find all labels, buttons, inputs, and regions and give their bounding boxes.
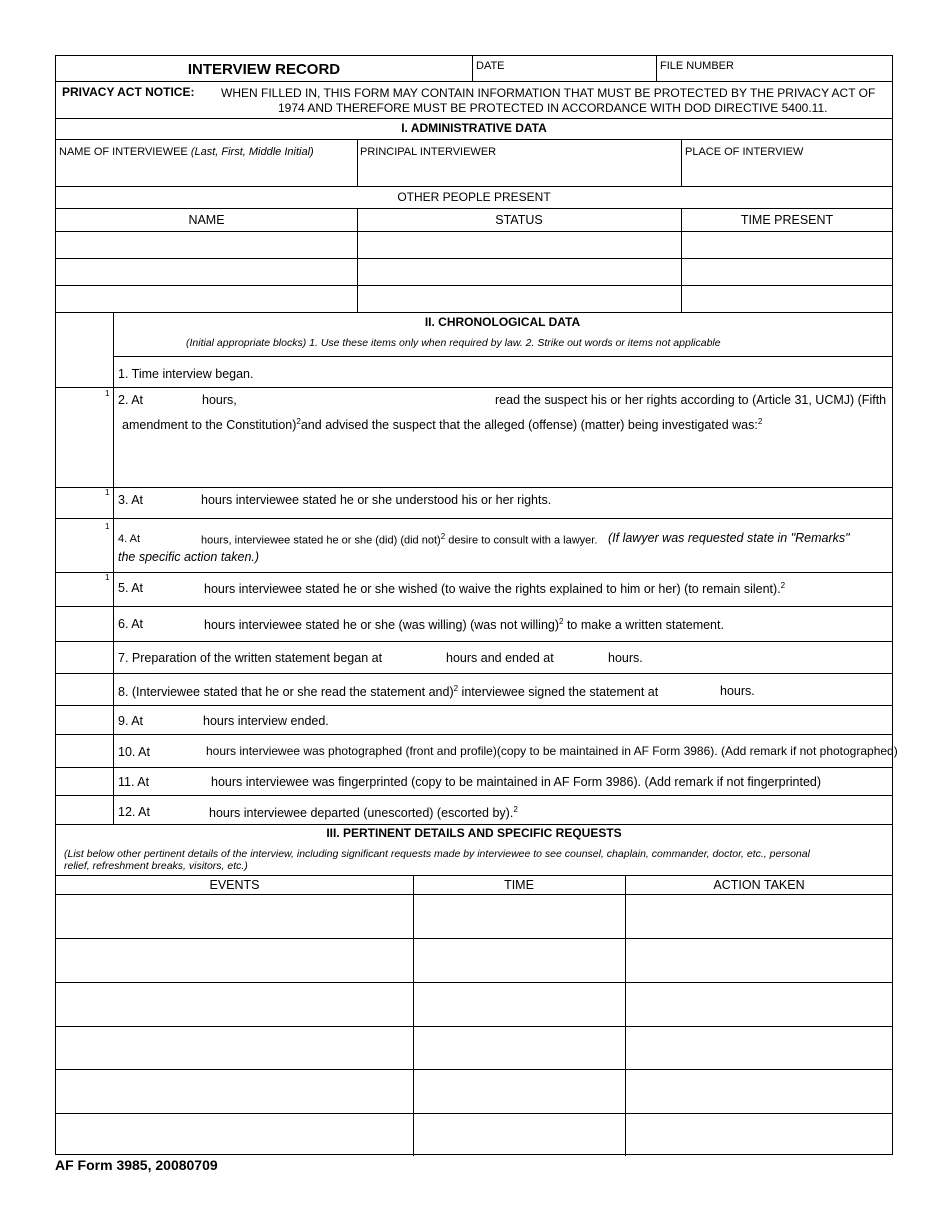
time-cells[interactable]: [414, 895, 624, 1154]
item-12-at: 12. At: [118, 805, 150, 819]
item-4-lawyer-note: (If lawyer was requested state in "Remarks": [608, 531, 850, 545]
date-field[interactable]: [473, 56, 655, 81]
other-people-time-cells[interactable]: [682, 232, 892, 311]
privacy-act-text-line2: 1974 AND THEREFORE MUST BE PROTECTED IN ACCORDANCE WITH DOD DIRECTIVE 5400.11.: [278, 101, 828, 115]
item-2-hours: hours,: [202, 393, 237, 407]
divider: [56, 518, 892, 519]
privacy-act-label: PRIVACY ACT NOTICE:: [62, 85, 195, 99]
item-7-hours: hours.: [608, 651, 643, 665]
divider: [56, 81, 892, 82]
divider: [56, 572, 892, 573]
item-6-at: 6. At: [118, 617, 144, 631]
divider: [56, 312, 892, 313]
item-2-at: 2. At: [118, 393, 144, 407]
divider: [56, 875, 892, 876]
place-of-interview-field[interactable]: [682, 140, 892, 186]
col-time-header: TIME: [504, 878, 534, 892]
file-number-label: FILE NUMBER: [660, 60, 734, 72]
divider: [56, 705, 892, 706]
initials-box-9[interactable]: [56, 706, 112, 733]
item-9-at: 9. At: [118, 714, 144, 728]
initials-box-5[interactable]: [56, 573, 112, 605]
item-11-text: hours interviewee was fingerprinted (copy to be maintained in AF Form 3986). (Add remark if not fingerprinted): [211, 775, 822, 789]
item-4-at: 4. At: [118, 533, 141, 545]
item-3-text: hours interviewee stated he or she understood his or her rights.: [201, 493, 552, 507]
other-people-name-cells[interactable]: [56, 232, 356, 311]
item-2-line2: amendment to the Constitution)$^2$and advised the suspect that the alleged (offense) (matter) being investigated was:$^2$: [122, 417, 763, 433]
item-8-text: 8. (Interviewee stated that he or she read the statement and)$^2$ interviewee signed the statement at: [118, 684, 659, 700]
item-5-at: 5. At: [118, 581, 144, 595]
form-title: INTERVIEW RECORD: [187, 61, 341, 78]
initials-box-8[interactable]: [56, 674, 112, 704]
col-name-header: NAME: [188, 213, 225, 227]
initials-box-2[interactable]: [56, 388, 112, 486]
file-number-field[interactable]: [657, 56, 893, 81]
privacy-act-text-line1: WHEN FILLED IN, THIS FORM MAY CONTAIN INFORMATION THAT MUST BE PROTECTED BY THE PRIVACY ACT OF: [221, 86, 876, 100]
item-9-text: hours interview ended.: [203, 714, 329, 728]
divider: [56, 387, 892, 388]
initials-box-4[interactable]: [56, 519, 112, 571]
action-taken-cells[interactable]: [626, 895, 892, 1154]
item-4-line2: the specific action taken.): [118, 550, 260, 564]
interviewee-name-field[interactable]: [56, 140, 356, 186]
initials-box-3[interactable]: [56, 488, 112, 517]
interview-record-form: [55, 55, 898, 1155]
footnote-marker: 1: [105, 522, 110, 531]
item-12-text: hours interviewee departed (unescorted) (escorted by).$^2$: [209, 805, 518, 821]
col-action-taken-header: ACTION TAKEN: [713, 878, 805, 892]
section3-instructions-line2: relief, refreshment breaks, visitors, etc.): [64, 860, 248, 872]
events-cells[interactable]: [56, 895, 412, 1154]
date-label: DATE: [476, 60, 505, 72]
section1-title: I. ADMINISTRATIVE DATA: [401, 121, 547, 135]
other-people-title: OTHER PEOPLE PRESENT: [397, 190, 551, 204]
col-time-present-header: TIME PRESENT: [740, 213, 834, 227]
item-5-text: hours interviewee stated he or she wished (to waive the rights explained to him or her) (to remain silent).$^2$: [204, 581, 786, 597]
divider: [56, 673, 892, 674]
divider: [56, 824, 892, 825]
item-8-hours: hours.: [720, 684, 755, 698]
item-2-rights: read the suspect his or her rights according to (Article 31, UCMJ) (Fifth: [495, 393, 887, 407]
item-10-at: 10. At: [118, 745, 150, 759]
initials-box-6[interactable]: [56, 607, 112, 640]
section2-title: II. CHRONOLOGICAL DATA: [424, 315, 581, 329]
initials-column-divider: [113, 312, 114, 824]
item-11-at: 11. At: [118, 775, 150, 789]
divider: [56, 208, 892, 209]
divider: [56, 186, 892, 187]
item-3-at: 3. At: [118, 493, 144, 507]
divider: [56, 641, 892, 642]
place-of-interview-label: PLACE OF INTERVIEW: [685, 146, 804, 158]
divider: [56, 767, 892, 768]
divider: [56, 795, 892, 796]
divider: [56, 606, 892, 607]
form-id-footer: AF Form 3985, 20080709: [55, 1157, 218, 1173]
item-7-text: 7. Preparation of the written statement began at: [118, 651, 383, 665]
item-7-ended: hours and ended at: [446, 651, 554, 665]
section3-instructions-line1: (List below other pertinent details of the interview, including significant requests made by interviewee to see counsel, chaplain, commander, doctor, etc., personal: [64, 848, 810, 860]
item-6-text: hours interviewee stated he or she (was willing) (was not willing)$^2$ to make a written statement.: [204, 617, 724, 633]
footnote-marker: 1: [105, 389, 110, 398]
divider: [56, 487, 892, 488]
footnote-marker: 1: [105, 488, 110, 497]
interviewee-name-label: NAME OF INTERVIEWEE (Last, First, Middle Initial): [59, 146, 314, 158]
item-10-text: hours interviewee was photographed (front and profile)(copy to be maintained in AF Form 3986). (Add remark if not photographed): [206, 744, 898, 758]
footnote-marker: 1: [105, 573, 110, 582]
principal-interviewer-label: PRINCIPAL INTERVIEWER: [360, 146, 497, 158]
initials-box-1[interactable]: [56, 357, 112, 386]
item-4-text: hours, interviewee stated he or she (did) (did not)$^2$ desire to consult with a lawyer.: [201, 532, 598, 547]
other-people-status-cells[interactable]: [358, 232, 680, 311]
initials-box-7[interactable]: [56, 642, 112, 672]
initials-box-12[interactable]: [56, 796, 112, 823]
initials-box-11[interactable]: [56, 768, 112, 794]
section2-instructions: (Initial appropriate blocks) 1. Use these items only when required by law. 2. Strike out words or items not applicable: [186, 337, 721, 349]
section3-title: III. PERTINENT DETAILS AND SPECIFIC REQUESTS: [326, 826, 622, 840]
divider: [56, 118, 892, 119]
principal-interviewer-field[interactable]: [358, 140, 680, 186]
col-events-header: EVENTS: [209, 878, 260, 892]
divider: [114, 356, 892, 357]
col-status-header: STATUS: [495, 213, 543, 227]
initials-box-10[interactable]: [56, 735, 112, 766]
divider: [56, 734, 892, 735]
item-1: 1. Time interview began.: [118, 367, 254, 381]
